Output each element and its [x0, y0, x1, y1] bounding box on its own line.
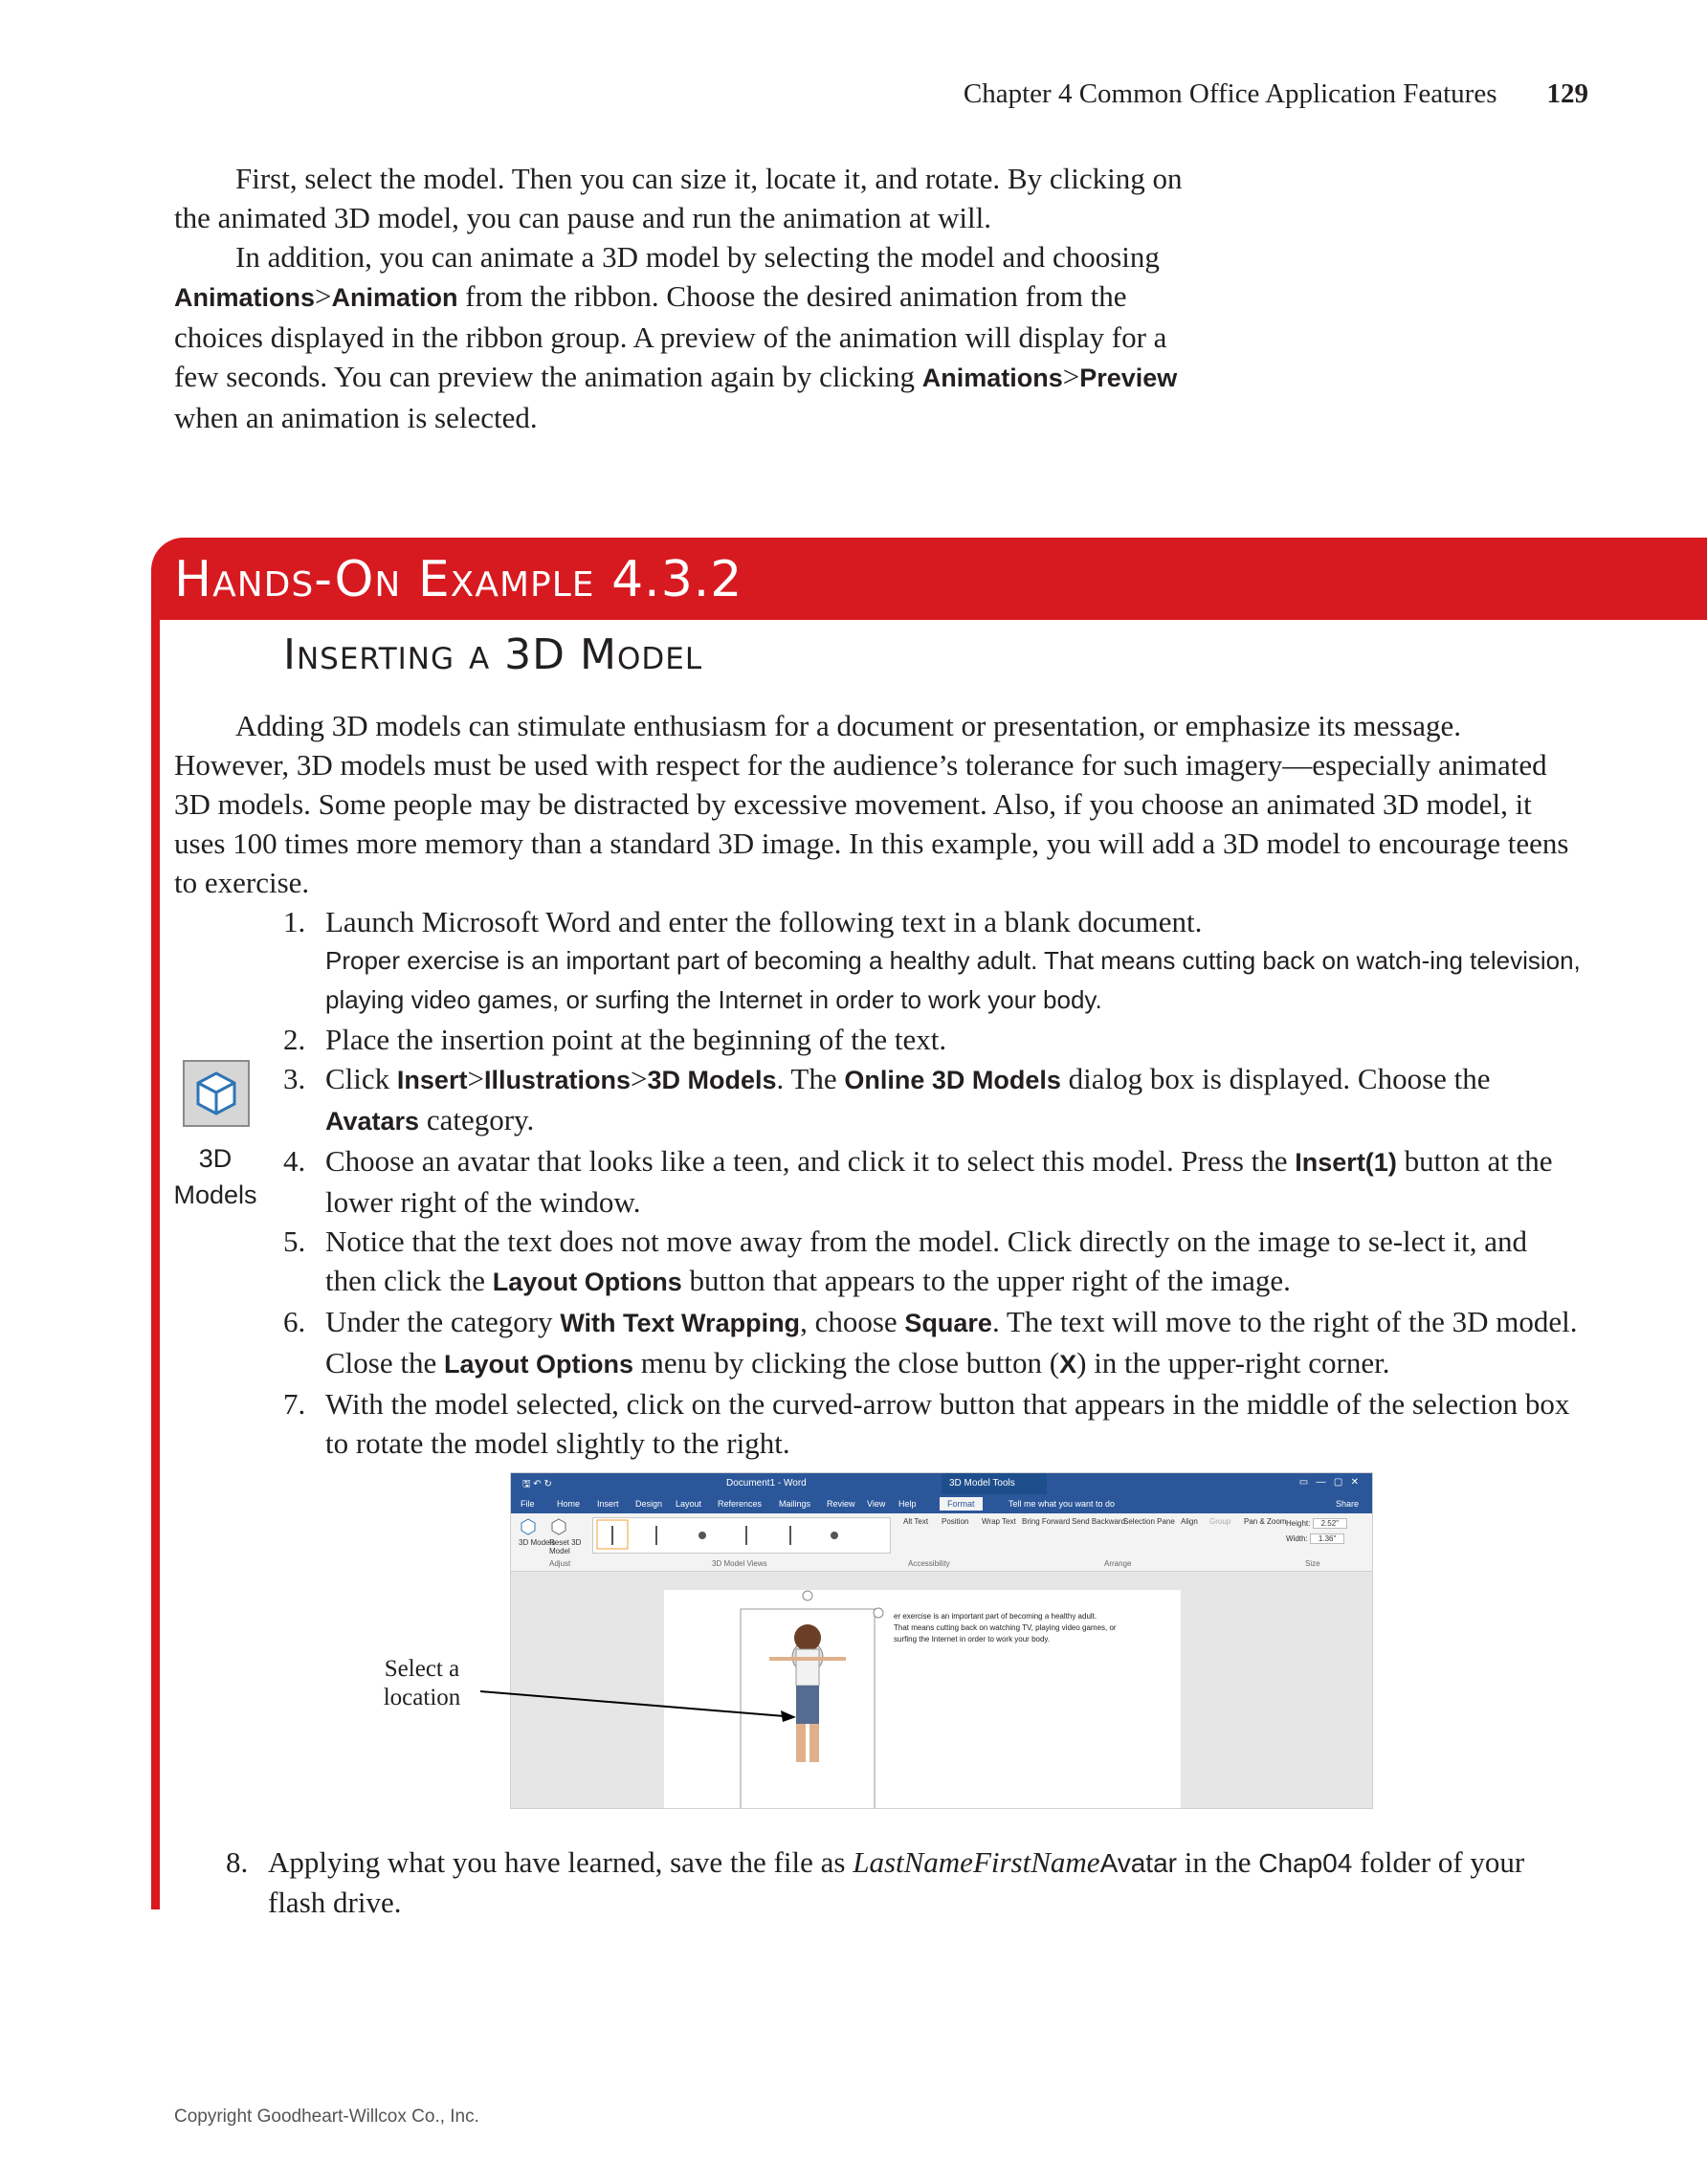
position-button[interactable]: Position [942, 1517, 969, 1526]
step-3: 3. Click Insert>Illustrations>3D Models. The Online 3D Models dialog box is displayed. Choose the Avatars category. [283, 1062, 1491, 1136]
word-screenshot [510, 1472, 1373, 1809]
share-button[interactable]: Share [1335, 1499, 1359, 1509]
step-8: 8. Applying what you have learned, save the file as LastNameFirstNameAvatar in the Chap04 folder of your flash drive. [226, 1845, 1525, 1919]
chapter-title: Chapter 4 Common Office Application Features [963, 78, 1497, 109]
wrap-text-button[interactable]: Wrap Text [982, 1517, 1016, 1526]
ribbon-tab-design[interactable]: Design [635, 1499, 663, 1509]
step-7: 7. With the model selected, click on the curved-arrow button that appears in the middle of the selection box to rotate the model slightly to the right. [283, 1387, 1570, 1460]
sample-text: Proper exercise is an important part of becoming a healthy adult. That means cutting back on watch-ing television, playing video games, or surfing the Internet in order to work your body. [325, 946, 1581, 1014]
3d-models-icon-label: 3D Models [173, 1144, 257, 1209]
ribbon-tab-help[interactable]: Help [898, 1499, 917, 1509]
group-arrange: Arrange [1104, 1559, 1132, 1568]
page-number: 129 [1546, 78, 1588, 109]
example-title: Hands-On Example 4.3.2 [174, 551, 743, 608]
group-adjust: Adjust [549, 1559, 571, 1568]
ribbon [511, 1513, 1372, 1572]
ribbon-tab-format[interactable]: Format [940, 1497, 983, 1511]
callout-arrow [478, 1684, 804, 1751]
step-5: 5. Notice that the text does not move away from the model. Click directly on the image to se-lect it, and then click the Layout Options button that appears to the upper right of the image. [283, 1224, 1527, 1297]
3d-model-views-gallery[interactable] [592, 1517, 891, 1554]
intro-paragraph-1: First, select the model. Then you can size it, locate it, and rotate. By clicking on the animated 3D model, you can pause and run the animation at will. [174, 162, 1183, 234]
context-tab-label: 3D Model Tools [949, 1478, 1015, 1489]
reset-3d-model-button[interactable]: Reset 3D Model [549, 1517, 587, 1555]
example-body [174, 706, 1581, 902]
group-accessibility: Accessibility [908, 1559, 950, 1568]
copyright-footer: Copyright Goodheart-Willcox Co., Inc. [174, 2107, 479, 2127]
window-controls[interactable]: ▭ — ▢ ✕ [1298, 1477, 1359, 1488]
window-title: Document1 - Word [726, 1478, 807, 1489]
ribbon-tabs [511, 1494, 1372, 1513]
bring-forward-button[interactable]: Bring Forward [1022, 1517, 1071, 1526]
running-header [0, 78, 1588, 110]
ribbon-tab-insert[interactable]: Insert [597, 1499, 619, 1509]
step-4: 4. Choose an avatar that looks like a teen, and click it to select this model. Press the Insert(1) button at the lower right of the window. [283, 1144, 1553, 1219]
document-text: er exercise is an important part of becoming a healthy adult. That means cutting back on watching TV, playing video games, or surfing the Internet in order to work your body. [894, 1612, 1117, 1644]
tell-me-search[interactable]: Tell me what you want to do [1009, 1499, 1116, 1509]
ribbon-tab-view[interactable]: View [867, 1499, 886, 1509]
alt-text-button[interactable]: Alt Text [903, 1517, 929, 1526]
pan-zoom-button[interactable]: Pan & Zoom [1244, 1517, 1287, 1526]
view-thumbnails[interactable] [593, 1518, 880, 1551]
step-2: 2. Place the insertion point at the beginning of the text. [283, 1023, 947, 1056]
width-field[interactable]: Width: 1.36" [1286, 1534, 1344, 1543]
send-backward-button[interactable]: Send Backward [1072, 1517, 1126, 1526]
selection-pane-button[interactable]: Selection Pane [1123, 1517, 1175, 1526]
height-field[interactable]: Height: 2.52" [1286, 1519, 1347, 1528]
intro-text [174, 159, 1188, 437]
intro-paragraph-2: In addition, you can animate a 3D model by selecting the model and choosing Animations>Animation from the ribbon. Choose the desired animation from the choices displayed in the ribbon group. A preview of the animation will display for a few seconds. You can preview the animation again by clicking Animations>Preview when an animation is selected. [174, 240, 1178, 434]
3d-models-ribbon-button[interactable]: 3D Models [519, 1517, 566, 1547]
ribbon-tab-file[interactable]: File [521, 1499, 535, 1509]
group-button[interactable]: Group [1209, 1517, 1231, 1526]
step-list [283, 902, 1585, 1463]
group-size: Size [1305, 1559, 1320, 1568]
3d-models-icon [183, 1060, 250, 1127]
quick-access-icons: 🖫 ↶ ↻ [522, 1479, 552, 1489]
ribbon-tab-mailings[interactable]: Mailings [779, 1499, 811, 1509]
ribbon-tab-layout[interactable]: Layout [676, 1499, 702, 1509]
word-title-bar [511, 1473, 1372, 1494]
step-6: 6. Under the category With Text Wrapping, choose Square. The text will move to the right of the 3D model. Close the Layout Options menu by clicking the close button (X) in the upper-right corner. [283, 1305, 1578, 1379]
align-button[interactable]: Align [1181, 1517, 1198, 1526]
ribbon-tab-references[interactable]: References [718, 1499, 763, 1509]
group-3d-model-views: 3D Model Views [712, 1559, 767, 1568]
example-intro-paragraph: Adding 3D models can stimulate enthusiasm for a document or presentation, or emphasize its message. However, 3D models must be used with respect for the audience’s tolerance for such imagery—especially animated 3D models. Some people may be distracted by excessive movement. Also, if you choose an animated 3D model, it uses 100 times more memory than a standard 3D image. In this example, you will add a 3D model to encourage teens to exercise. [174, 709, 1569, 899]
example-sidebar-rule [151, 612, 160, 1909]
example-subtitle: Inserting a 3D Model [283, 630, 703, 679]
step-1: 1. Launch Microsoft Word and enter the following text in a blank document. Proper exercise is an important part of becoming a healthy adult. That means cutting back on watch-ing television, playing video games, or surfing the Internet in order to work your body. [283, 902, 1585, 1020]
ribbon-tab-review[interactable]: Review [827, 1499, 855, 1509]
ribbon-tab-home[interactable]: Home [557, 1499, 581, 1509]
callout-select-location: Select a location [383, 1656, 461, 1710]
